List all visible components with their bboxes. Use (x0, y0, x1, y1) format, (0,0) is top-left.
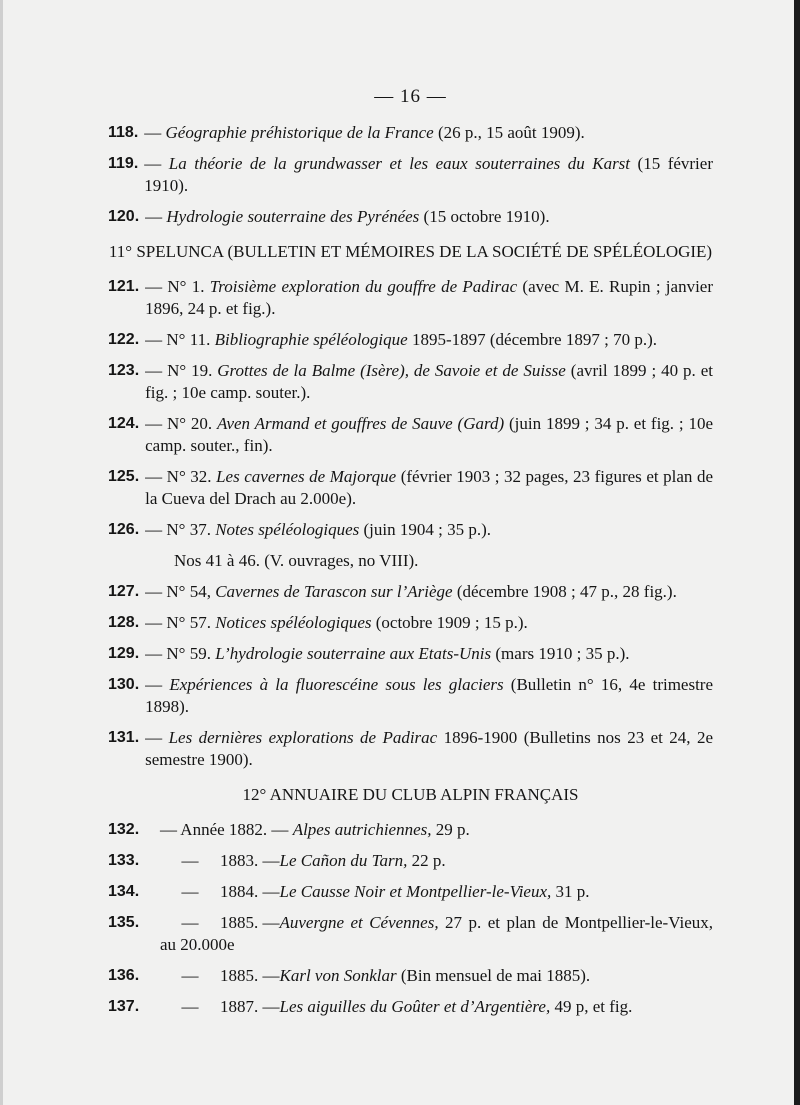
entry-details: (juin 1899 ; 34 p. et fig. ; 10e camp. souter., fin). (145, 414, 713, 455)
entry-number: 127. (108, 583, 140, 600)
section-heading-spelunca: 11° SPELUNCA (BULLETIN ET MÉMOIRES DE LA SOCIÉTÉ DE SPÉLÉOLOGIE) (108, 242, 713, 261)
entry-prefix: — N° 20. (145, 414, 217, 433)
entry-text (145, 466, 713, 510)
entry-prefix: — (145, 675, 170, 694)
bibliography-entry (108, 996, 713, 1018)
entry-number: 120. (108, 208, 140, 225)
entry-details: (26 p., 15 août 1909). (433, 123, 585, 142)
entry-text (160, 965, 713, 987)
entry-prefix: — N° 19. (145, 361, 218, 380)
entry-year: 1885. — (220, 913, 280, 932)
entry-year: 1885. — (220, 966, 280, 985)
entry-text (145, 581, 713, 603)
entry-text (145, 329, 713, 351)
section-2 (108, 276, 713, 771)
entry-title: Les aiguilles du Goûter et d’Argentière, (279, 997, 551, 1016)
bibliography-entry (108, 276, 713, 320)
entry-number: 128. (108, 614, 140, 631)
bibliography-entry (108, 727, 713, 771)
entry-title: Troisième exploration du gouffre de Padirac (209, 277, 518, 296)
entry-year: 1883. — (220, 851, 280, 870)
bibliography-entry (108, 850, 713, 872)
entry-title: Aven Armand et gouffres de Sauve (Gard) (217, 414, 505, 433)
entry-title: Karl von Sonklar (279, 966, 397, 985)
entry-prefix: — (144, 154, 169, 173)
bibliography-entry (108, 413, 713, 457)
entry-number: 135. (108, 914, 140, 931)
entry-note: Nos 41 à 46. (V. ouvrages, no VIII). (174, 551, 419, 570)
entry-prefix: — (145, 207, 167, 226)
entry-text (145, 612, 713, 634)
entry-title: Expériences à la fluorescéine sous les glaciers (169, 675, 504, 694)
entry-details: 49 p, et fig. (550, 997, 633, 1016)
entry-details: 27 p. et plan de Montpellier-le-Vieux, au 20.000e (160, 913, 713, 954)
entry-number: 123. (108, 362, 140, 379)
entry-number: 124. (108, 415, 140, 432)
entry-prefix: — N° 37. (145, 520, 216, 539)
entry-number: 134. (108, 883, 140, 900)
bibliography-entry (108, 329, 713, 351)
bibliography-entry (108, 965, 713, 987)
entry-title: Auvergne et Cévennes, (279, 913, 439, 932)
entry-title: Alpes autrichiennes, (292, 820, 432, 839)
entry-details: 1896-1900 (Bulletins nos 23 et 24, 2e semestre 1900). (145, 728, 714, 769)
entry-number: 122. (108, 331, 140, 348)
entry-title: Notices spéléologiques (215, 613, 372, 632)
entry-title: Grottes de la Balme (Isère), de Savoie et de Suisse (217, 361, 566, 380)
entry-text (145, 727, 713, 771)
entry-details: (15 février 1910). (144, 154, 713, 195)
entry-prefix: — N° 11. (145, 330, 215, 349)
entry-year: 1887. — (220, 997, 280, 1016)
entry-title: Les dernières explorations de Padirac (168, 728, 438, 747)
entry-details: (février 1903 ; 32 pages, 23 figures et plan de la Cueva del Drach au 2.000e). (145, 467, 713, 508)
page-content (108, 86, 713, 1027)
bibliography-entry (108, 153, 713, 197)
entry-details: (mars 1910 ; 35 p.). (491, 644, 630, 663)
entry-details: (juin 1904 ; 35 p.). (359, 520, 491, 539)
entry-number: 118. (108, 124, 139, 141)
entry-title: L’hydrologie souterraine aux Etats-Unis (215, 644, 492, 663)
entry-text (160, 881, 713, 903)
page-right-edge (794, 0, 800, 1105)
entry-prefix: — N° 57. (145, 613, 216, 632)
entry-text (160, 996, 713, 1018)
entry-details: 1895-1897 (décembre 1897 ; 70 p.). (407, 330, 657, 349)
entry-number: 126. (108, 521, 140, 538)
entry-prefix: — N° 32. (145, 467, 217, 486)
entry-prefix: — (145, 728, 169, 747)
entry-details: 22 p. (407, 851, 446, 870)
ditto-dash: — (181, 966, 199, 985)
entry-text (145, 360, 713, 404)
entry-details: 31 p. (551, 882, 590, 901)
entry-details: (avec M. E. Rupin ; janvier 1896, 24 p. et fig.). (145, 277, 713, 318)
entry-text (145, 519, 713, 541)
entry-title: Les cavernes de Majorque (216, 467, 397, 486)
entry-prefix: — N° 1. (145, 277, 210, 296)
entry-number: 137. (108, 998, 140, 1015)
entry-text (145, 674, 713, 718)
entry-prefix: — N° 54, (145, 582, 216, 601)
entry-title: La théorie de la grundwasser et les eaux souterraines du Karst (168, 154, 631, 173)
ditto-dash: — (181, 851, 199, 870)
entry-title: Cavernes de Tarascon sur l’Ariège (215, 582, 453, 601)
page-number: — 16 — (374, 86, 447, 107)
entry-year: 1884. — (220, 882, 280, 901)
bibliography-entry (108, 206, 713, 228)
entry-number: 119. (108, 155, 139, 172)
entry-prefix: — (144, 123, 166, 142)
entry-title: Géographie préhistorique de la France (165, 123, 434, 142)
bibliography-entry (108, 360, 713, 404)
page-left-edge (0, 0, 3, 1105)
bibliography-entry (108, 643, 713, 665)
bibliography-entry (108, 466, 713, 510)
bibliography-entry (108, 612, 713, 634)
entry-text (160, 819, 713, 841)
entry-details: (Bin mensuel de mai 1885). (396, 966, 591, 985)
bibliography-entry (108, 581, 713, 603)
entry-text (144, 153, 713, 197)
bibliography-entry (108, 519, 713, 541)
ditto-dash: — (181, 913, 199, 932)
entry-number: 136. (108, 967, 140, 984)
entry-number: 132. (108, 821, 140, 838)
entry-number: 131. (108, 729, 140, 746)
entry-text (145, 643, 713, 665)
entry-details: (15 octobre 1910). (419, 207, 550, 226)
entry-text (160, 912, 713, 956)
entry-prefix: — N° 59. (145, 644, 216, 663)
entry-text (145, 276, 713, 320)
entry-number: 125. (108, 468, 140, 485)
entry-number: 133. (108, 852, 140, 869)
entry-number: 121. (108, 278, 140, 295)
entry-title: Hydrologie souterraine des Pyrénées (166, 207, 420, 226)
bibliography-entry (108, 674, 713, 718)
entry-number: 130. (108, 676, 140, 693)
ditto-dash: — (181, 997, 199, 1016)
section-3 (108, 819, 713, 1018)
entry-details: 29 p. (431, 820, 470, 839)
entry-text (160, 850, 713, 872)
entry-details: (Bulletin n° 16, 4e trimestre 1898). (145, 675, 714, 716)
entry-title: Le Causse Noir et Montpellier-le-Vieux, (279, 882, 552, 901)
bibliography-entry (108, 819, 713, 841)
entry-title: Bibliographie spéléologique (214, 330, 408, 349)
entry-text (144, 122, 713, 144)
entry-details: (avril 1899 ; 40 p. et fig. ; 10e camp. souter.). (145, 361, 713, 402)
entry-title: Le Cañon du Tarn, (279, 851, 408, 870)
entry-text (145, 206, 713, 228)
ditto-dash: — (181, 882, 199, 901)
entry-details: (octobre 1909 ; 15 p.). (371, 613, 528, 632)
entry-title: Notes spéléologiques (215, 520, 360, 539)
bibliography-entry (108, 122, 713, 144)
entry-prefix: — Année 1882. — (160, 820, 293, 839)
entry-number: 129. (108, 645, 140, 662)
section-1 (108, 122, 713, 228)
bibliography-entry (108, 912, 713, 956)
bibliography-entry (108, 881, 713, 903)
entry-text (145, 413, 713, 457)
entry-details: (décembre 1908 ; 47 p., 28 fig.). (452, 582, 677, 601)
section-heading-annuaire: 12° ANNUAIRE DU CLUB ALPIN FRANÇAIS (242, 785, 579, 804)
